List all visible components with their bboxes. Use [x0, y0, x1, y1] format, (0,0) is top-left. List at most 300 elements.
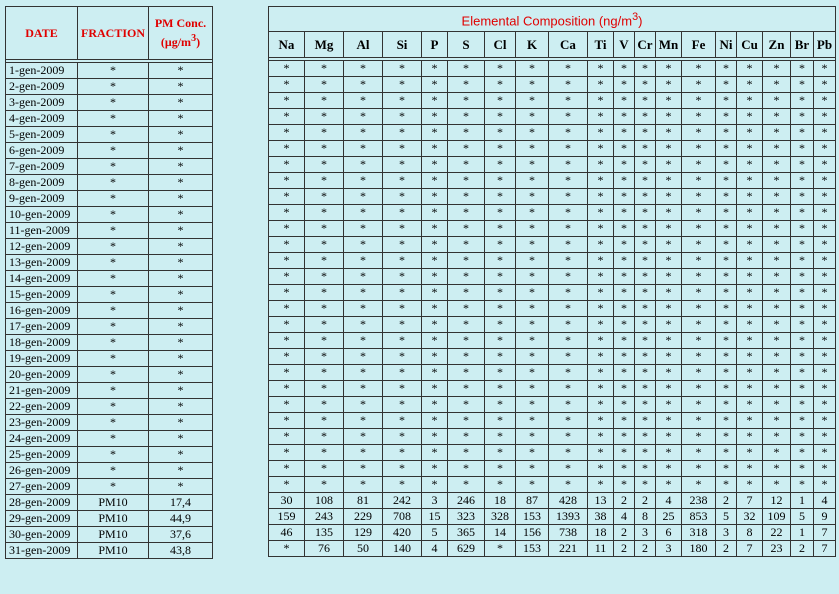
value-cell-s: *	[448, 125, 485, 141]
value-cell-al: *	[344, 381, 383, 397]
value-cell-cl: *	[485, 285, 516, 301]
value-cell-zn: *	[763, 189, 791, 205]
table-row	[269, 253, 836, 269]
value-cell-si: *	[383, 477, 422, 493]
table-row	[6, 175, 213, 191]
value-cell-ni: *	[716, 461, 737, 477]
pm-conc-cell: *	[149, 223, 213, 239]
element-header-na: Na	[269, 32, 305, 58]
value-cell-si: *	[383, 125, 422, 141]
value-cell-pb: *	[814, 237, 836, 253]
pm-conc-cell: *	[149, 79, 213, 95]
table-row	[6, 79, 213, 95]
pm-conc-cell: *	[149, 127, 213, 143]
value-cell-al: *	[344, 269, 383, 285]
value-cell-zn: *	[763, 173, 791, 189]
value-cell-pb: *	[814, 381, 836, 397]
value-cell-mg: *	[305, 381, 344, 397]
value-cell-mn: 3	[656, 541, 682, 557]
value-cell-k: 153	[516, 509, 549, 525]
value-cell-p: *	[422, 445, 448, 461]
value-cell-na: *	[269, 413, 305, 429]
value-cell-al: *	[344, 317, 383, 333]
value-cell-fe: *	[682, 125, 716, 141]
value-cell-ni: *	[716, 429, 737, 445]
value-cell-fe: *	[682, 365, 716, 381]
element-header-br: Br	[791, 32, 814, 58]
value-cell-ca: *	[549, 109, 588, 125]
value-cell-na: *	[269, 141, 305, 157]
value-cell-cu: *	[737, 109, 763, 125]
value-cell-ti: *	[588, 349, 614, 365]
table-row	[6, 127, 213, 143]
value-cell-ca: *	[549, 173, 588, 189]
value-cell-pb: *	[814, 61, 836, 77]
value-cell-cu: *	[737, 173, 763, 189]
value-cell-si: *	[383, 93, 422, 109]
value-cell-br: *	[791, 77, 814, 93]
value-cell-br: *	[791, 157, 814, 173]
value-cell-fe: *	[682, 445, 716, 461]
value-cell-pb: *	[814, 173, 836, 189]
value-cell-na: *	[269, 461, 305, 477]
value-cell-v: *	[614, 397, 635, 413]
value-cell-cr: *	[635, 333, 656, 349]
value-cell-v: 4	[614, 509, 635, 525]
value-cell-pb: 4	[814, 493, 836, 509]
date-header: DATE	[6, 7, 78, 60]
value-cell-br: *	[791, 189, 814, 205]
value-cell-cu: *	[737, 317, 763, 333]
fraction-cell: *	[78, 303, 149, 319]
date-cell: 8-gen-2009	[6, 175, 78, 191]
value-cell-si: *	[383, 205, 422, 221]
value-cell-zn: *	[763, 301, 791, 317]
table-row	[6, 95, 213, 111]
value-cell-ca: *	[549, 285, 588, 301]
value-cell-si: 242	[383, 493, 422, 509]
value-cell-ni: *	[716, 381, 737, 397]
pm-conc-cell: *	[149, 287, 213, 303]
element-header-mn: Mn	[656, 32, 682, 58]
fraction-cell: *	[78, 415, 149, 431]
value-cell-pb: *	[814, 429, 836, 445]
value-cell-al: 129	[344, 525, 383, 541]
table-row	[269, 205, 836, 221]
value-cell-mg: *	[305, 205, 344, 221]
value-cell-ca: *	[549, 397, 588, 413]
value-cell-mg: *	[305, 349, 344, 365]
fraction-cell: *	[78, 431, 149, 447]
table-row	[6, 223, 213, 239]
table-row	[6, 495, 213, 511]
value-cell-ca: 428	[549, 493, 588, 509]
value-cell-si: *	[383, 333, 422, 349]
value-cell-s: *	[448, 445, 485, 461]
value-cell-mg: *	[305, 413, 344, 429]
date-cell: 1-gen-2009	[6, 63, 78, 79]
date-cell: 10-gen-2009	[6, 207, 78, 223]
value-cell-ca: *	[549, 445, 588, 461]
value-cell-zn: *	[763, 125, 791, 141]
fraction-cell: *	[78, 95, 149, 111]
value-cell-cr: *	[635, 77, 656, 93]
value-cell-ti: *	[588, 477, 614, 493]
value-cell-k: *	[516, 141, 549, 157]
pm-conc-cell: *	[149, 271, 213, 287]
value-cell-al: *	[344, 77, 383, 93]
date-cell: 29-gen-2009	[6, 511, 78, 527]
value-cell-p: *	[422, 269, 448, 285]
table-row	[269, 317, 836, 333]
value-cell-ni: *	[716, 77, 737, 93]
value-cell-v: *	[614, 349, 635, 365]
value-cell-al: *	[344, 461, 383, 477]
value-cell-si: 420	[383, 525, 422, 541]
value-cell-s: 246	[448, 493, 485, 509]
value-cell-fe: *	[682, 349, 716, 365]
date-cell: 20-gen-2009	[6, 367, 78, 383]
value-cell-p: *	[422, 429, 448, 445]
value-cell-ca: *	[549, 205, 588, 221]
value-cell-cl: *	[485, 541, 516, 557]
value-cell-fe: *	[682, 381, 716, 397]
value-cell-ti: *	[588, 429, 614, 445]
value-cell-mg: *	[305, 461, 344, 477]
value-cell-br: *	[791, 397, 814, 413]
pm-conc-cell: *	[149, 63, 213, 79]
element-header-ti: Ti	[588, 32, 614, 58]
value-cell-ni: *	[716, 333, 737, 349]
value-cell-mg: *	[305, 285, 344, 301]
value-cell-p: *	[422, 221, 448, 237]
value-cell-si: *	[383, 349, 422, 365]
value-cell-cl: *	[485, 93, 516, 109]
value-cell-al: *	[344, 237, 383, 253]
value-cell-mn: *	[656, 461, 682, 477]
value-cell-ca: *	[549, 381, 588, 397]
value-cell-ca: *	[549, 349, 588, 365]
value-cell-cl: *	[485, 317, 516, 333]
value-cell-k: *	[516, 381, 549, 397]
pm-conc-cell: *	[149, 399, 213, 415]
value-cell-s: *	[448, 173, 485, 189]
value-cell-mg: *	[305, 301, 344, 317]
value-cell-p: 4	[422, 541, 448, 557]
value-cell-v: *	[614, 221, 635, 237]
value-cell-ti: *	[588, 77, 614, 93]
value-cell-s: 629	[448, 541, 485, 557]
value-cell-k: *	[516, 445, 549, 461]
elemental-composition-title: Elemental Composition $(ng/m^3)$	[269, 7, 836, 32]
value-cell-s: *	[448, 333, 485, 349]
value-cell-fe: *	[682, 61, 716, 77]
value-cell-ni: *	[716, 365, 737, 381]
value-cell-cu: *	[737, 221, 763, 237]
value-cell-mg: *	[305, 237, 344, 253]
value-cell-ti: *	[588, 173, 614, 189]
pm-conc-cell: *	[149, 383, 213, 399]
value-cell-zn: *	[763, 349, 791, 365]
value-cell-mg: *	[305, 61, 344, 77]
value-cell-s: *	[448, 317, 485, 333]
pm-conc-cell: *	[149, 431, 213, 447]
table-row	[269, 429, 836, 445]
value-cell-ti: *	[588, 109, 614, 125]
value-cell-pb: *	[814, 461, 836, 477]
element-header-cr: Cr	[635, 32, 656, 58]
value-cell-k: 153	[516, 541, 549, 557]
value-cell-al: *	[344, 445, 383, 461]
element-header-al: Al	[344, 32, 383, 58]
element-header-p: P	[422, 32, 448, 58]
value-cell-p: *	[422, 77, 448, 93]
value-cell-v: 2	[614, 525, 635, 541]
value-cell-ni: *	[716, 93, 737, 109]
pm-conc-cell: *	[149, 319, 213, 335]
value-cell-cu: *	[737, 237, 763, 253]
value-cell-zn: *	[763, 221, 791, 237]
value-cell-ca: *	[549, 429, 588, 445]
value-cell-ti: *	[588, 141, 614, 157]
value-cell-p: *	[422, 173, 448, 189]
table-row	[6, 143, 213, 159]
value-cell-cr: *	[635, 125, 656, 141]
value-cell-si: *	[383, 269, 422, 285]
value-cell-p: *	[422, 349, 448, 365]
date-cell: 17-gen-2009	[6, 319, 78, 335]
value-cell-pb: *	[814, 141, 836, 157]
value-cell-zn: *	[763, 205, 791, 221]
value-cell-ni: *	[716, 109, 737, 125]
value-cell-ni: *	[716, 253, 737, 269]
value-cell-zn: *	[763, 477, 791, 493]
value-cell-v: *	[614, 237, 635, 253]
value-cell-br: *	[791, 349, 814, 365]
value-cell-br: *	[791, 141, 814, 157]
table-row	[269, 77, 836, 93]
value-cell-ni: *	[716, 285, 737, 301]
value-cell-na: *	[269, 269, 305, 285]
value-cell-br: *	[791, 221, 814, 237]
value-cell-pb: *	[814, 285, 836, 301]
value-cell-mn: *	[656, 477, 682, 493]
value-cell-fe: *	[682, 109, 716, 125]
table-row	[269, 509, 836, 525]
value-cell-k: *	[516, 189, 549, 205]
value-cell-ca: *	[549, 77, 588, 93]
value-cell-cr: *	[635, 429, 656, 445]
value-cell-cr: *	[635, 413, 656, 429]
value-cell-cr: *	[635, 253, 656, 269]
table-row	[269, 397, 836, 413]
value-cell-fe: *	[682, 189, 716, 205]
element-header-si: Si	[383, 32, 422, 58]
value-cell-v: *	[614, 317, 635, 333]
fraction-cell: *	[78, 207, 149, 223]
value-cell-pb: *	[814, 317, 836, 333]
value-cell-ni: *	[716, 189, 737, 205]
value-cell-ti: *	[588, 445, 614, 461]
value-cell-fe: *	[682, 429, 716, 445]
value-cell-na: *	[269, 157, 305, 173]
value-cell-s: 323	[448, 509, 485, 525]
value-cell-br: *	[791, 237, 814, 253]
value-cell-zn: *	[763, 429, 791, 445]
value-cell-mn: 6	[656, 525, 682, 541]
value-cell-pb: *	[814, 157, 836, 173]
value-cell-p: *	[422, 301, 448, 317]
table-row	[269, 269, 836, 285]
value-cell-p: *	[422, 205, 448, 221]
element-header-k: K	[516, 32, 549, 58]
value-cell-al: *	[344, 477, 383, 493]
value-cell-ti: *	[588, 61, 614, 77]
value-cell-al: *	[344, 253, 383, 269]
value-cell-ti: *	[588, 365, 614, 381]
value-cell-s: *	[448, 221, 485, 237]
value-cell-ni: 5	[716, 509, 737, 525]
value-cell-cl: *	[485, 365, 516, 381]
value-cell-ni: *	[716, 173, 737, 189]
value-cell-ni: *	[716, 413, 737, 429]
value-cell-fe: 180	[682, 541, 716, 557]
value-cell-cl: *	[485, 477, 516, 493]
table-row	[269, 93, 836, 109]
value-cell-si: *	[383, 445, 422, 461]
value-cell-mn: *	[656, 173, 682, 189]
value-cell-al: *	[344, 189, 383, 205]
value-cell-pb: *	[814, 109, 836, 125]
value-cell-ca: *	[549, 61, 588, 77]
value-cell-cu: *	[737, 413, 763, 429]
value-cell-al: *	[344, 429, 383, 445]
value-cell-pb: *	[814, 397, 836, 413]
value-cell-cr: *	[635, 461, 656, 477]
table-row	[6, 303, 213, 319]
table-row	[269, 109, 836, 125]
value-cell-mn: *	[656, 205, 682, 221]
value-cell-na: *	[269, 285, 305, 301]
table-row	[6, 319, 213, 335]
value-cell-ca: *	[549, 301, 588, 317]
value-cell-na: 46	[269, 525, 305, 541]
value-cell-s: *	[448, 365, 485, 381]
value-cell-cu: 32	[737, 509, 763, 525]
value-cell-cu: *	[737, 301, 763, 317]
value-cell-cr: *	[635, 317, 656, 333]
value-cell-al: *	[344, 205, 383, 221]
value-cell-mn: *	[656, 189, 682, 205]
value-cell-na: *	[269, 541, 305, 557]
value-cell-pb: *	[814, 333, 836, 349]
value-cell-na: *	[269, 349, 305, 365]
value-cell-si: *	[383, 413, 422, 429]
value-cell-mn: *	[656, 141, 682, 157]
value-cell-k: *	[516, 461, 549, 477]
value-cell-br: *	[791, 477, 814, 493]
value-cell-k: *	[516, 253, 549, 269]
date-cell: 26-gen-2009	[6, 463, 78, 479]
value-cell-ni: *	[716, 477, 737, 493]
value-cell-ca: *	[549, 141, 588, 157]
pm-conc-cell: *	[149, 447, 213, 463]
value-cell-p: *	[422, 285, 448, 301]
value-cell-na: *	[269, 477, 305, 493]
value-cell-v: *	[614, 157, 635, 173]
value-cell-cl: *	[485, 173, 516, 189]
date-cell: 21-gen-2009	[6, 383, 78, 399]
value-cell-cr: *	[635, 189, 656, 205]
fraction-cell: *	[78, 143, 149, 159]
date-cell: 3-gen-2009	[6, 95, 78, 111]
value-cell-mn: *	[656, 413, 682, 429]
value-cell-cu: *	[737, 381, 763, 397]
value-cell-s: *	[448, 93, 485, 109]
value-cell-si: *	[383, 109, 422, 125]
value-cell-si: *	[383, 189, 422, 205]
value-cell-p: *	[422, 397, 448, 413]
value-cell-ti: *	[588, 157, 614, 173]
value-cell-s: *	[448, 381, 485, 397]
value-cell-cl: *	[485, 221, 516, 237]
value-cell-ti: *	[588, 221, 614, 237]
value-cell-ti: *	[588, 461, 614, 477]
date-cell: 4-gen-2009	[6, 111, 78, 127]
element-header-s: S	[448, 32, 485, 58]
value-cell-cu: *	[737, 397, 763, 413]
value-cell-v: *	[614, 413, 635, 429]
value-cell-si: *	[383, 157, 422, 173]
value-cell-cr: *	[635, 397, 656, 413]
value-cell-ca: 221	[549, 541, 588, 557]
value-cell-v: *	[614, 445, 635, 461]
value-cell-na: *	[269, 93, 305, 109]
value-cell-fe: *	[682, 93, 716, 109]
value-cell-br: *	[791, 285, 814, 301]
date-cell: 12-gen-2009	[6, 239, 78, 255]
date-cell: 27-gen-2009	[6, 479, 78, 495]
value-cell-p: *	[422, 157, 448, 173]
value-cell-si: *	[383, 429, 422, 445]
value-cell-s: *	[448, 157, 485, 173]
value-cell-mn: *	[656, 77, 682, 93]
value-cell-ti: *	[588, 301, 614, 317]
fraction-cell: *	[78, 335, 149, 351]
value-cell-cr: *	[635, 349, 656, 365]
value-cell-cu: 8	[737, 525, 763, 541]
value-cell-al: *	[344, 397, 383, 413]
value-cell-ti: 38	[588, 509, 614, 525]
table-row	[6, 159, 213, 175]
table-row	[6, 543, 213, 559]
value-cell-mg: *	[305, 365, 344, 381]
value-cell-zn: 22	[763, 525, 791, 541]
value-cell-v: *	[614, 189, 635, 205]
pm-conc-label: PM Conc.	[154, 16, 207, 30]
value-cell-ti: *	[588, 125, 614, 141]
table-row	[269, 413, 836, 429]
fraction-cell: *	[78, 351, 149, 367]
pm-conc-cell: 37,6	[149, 527, 213, 543]
value-cell-cu: *	[737, 93, 763, 109]
element-header-zn: Zn	[763, 32, 791, 58]
value-cell-pb: *	[814, 413, 836, 429]
value-cell-ti: 13	[588, 493, 614, 509]
value-cell-p: *	[422, 461, 448, 477]
value-cell-na: *	[269, 317, 305, 333]
value-cell-br: *	[791, 413, 814, 429]
